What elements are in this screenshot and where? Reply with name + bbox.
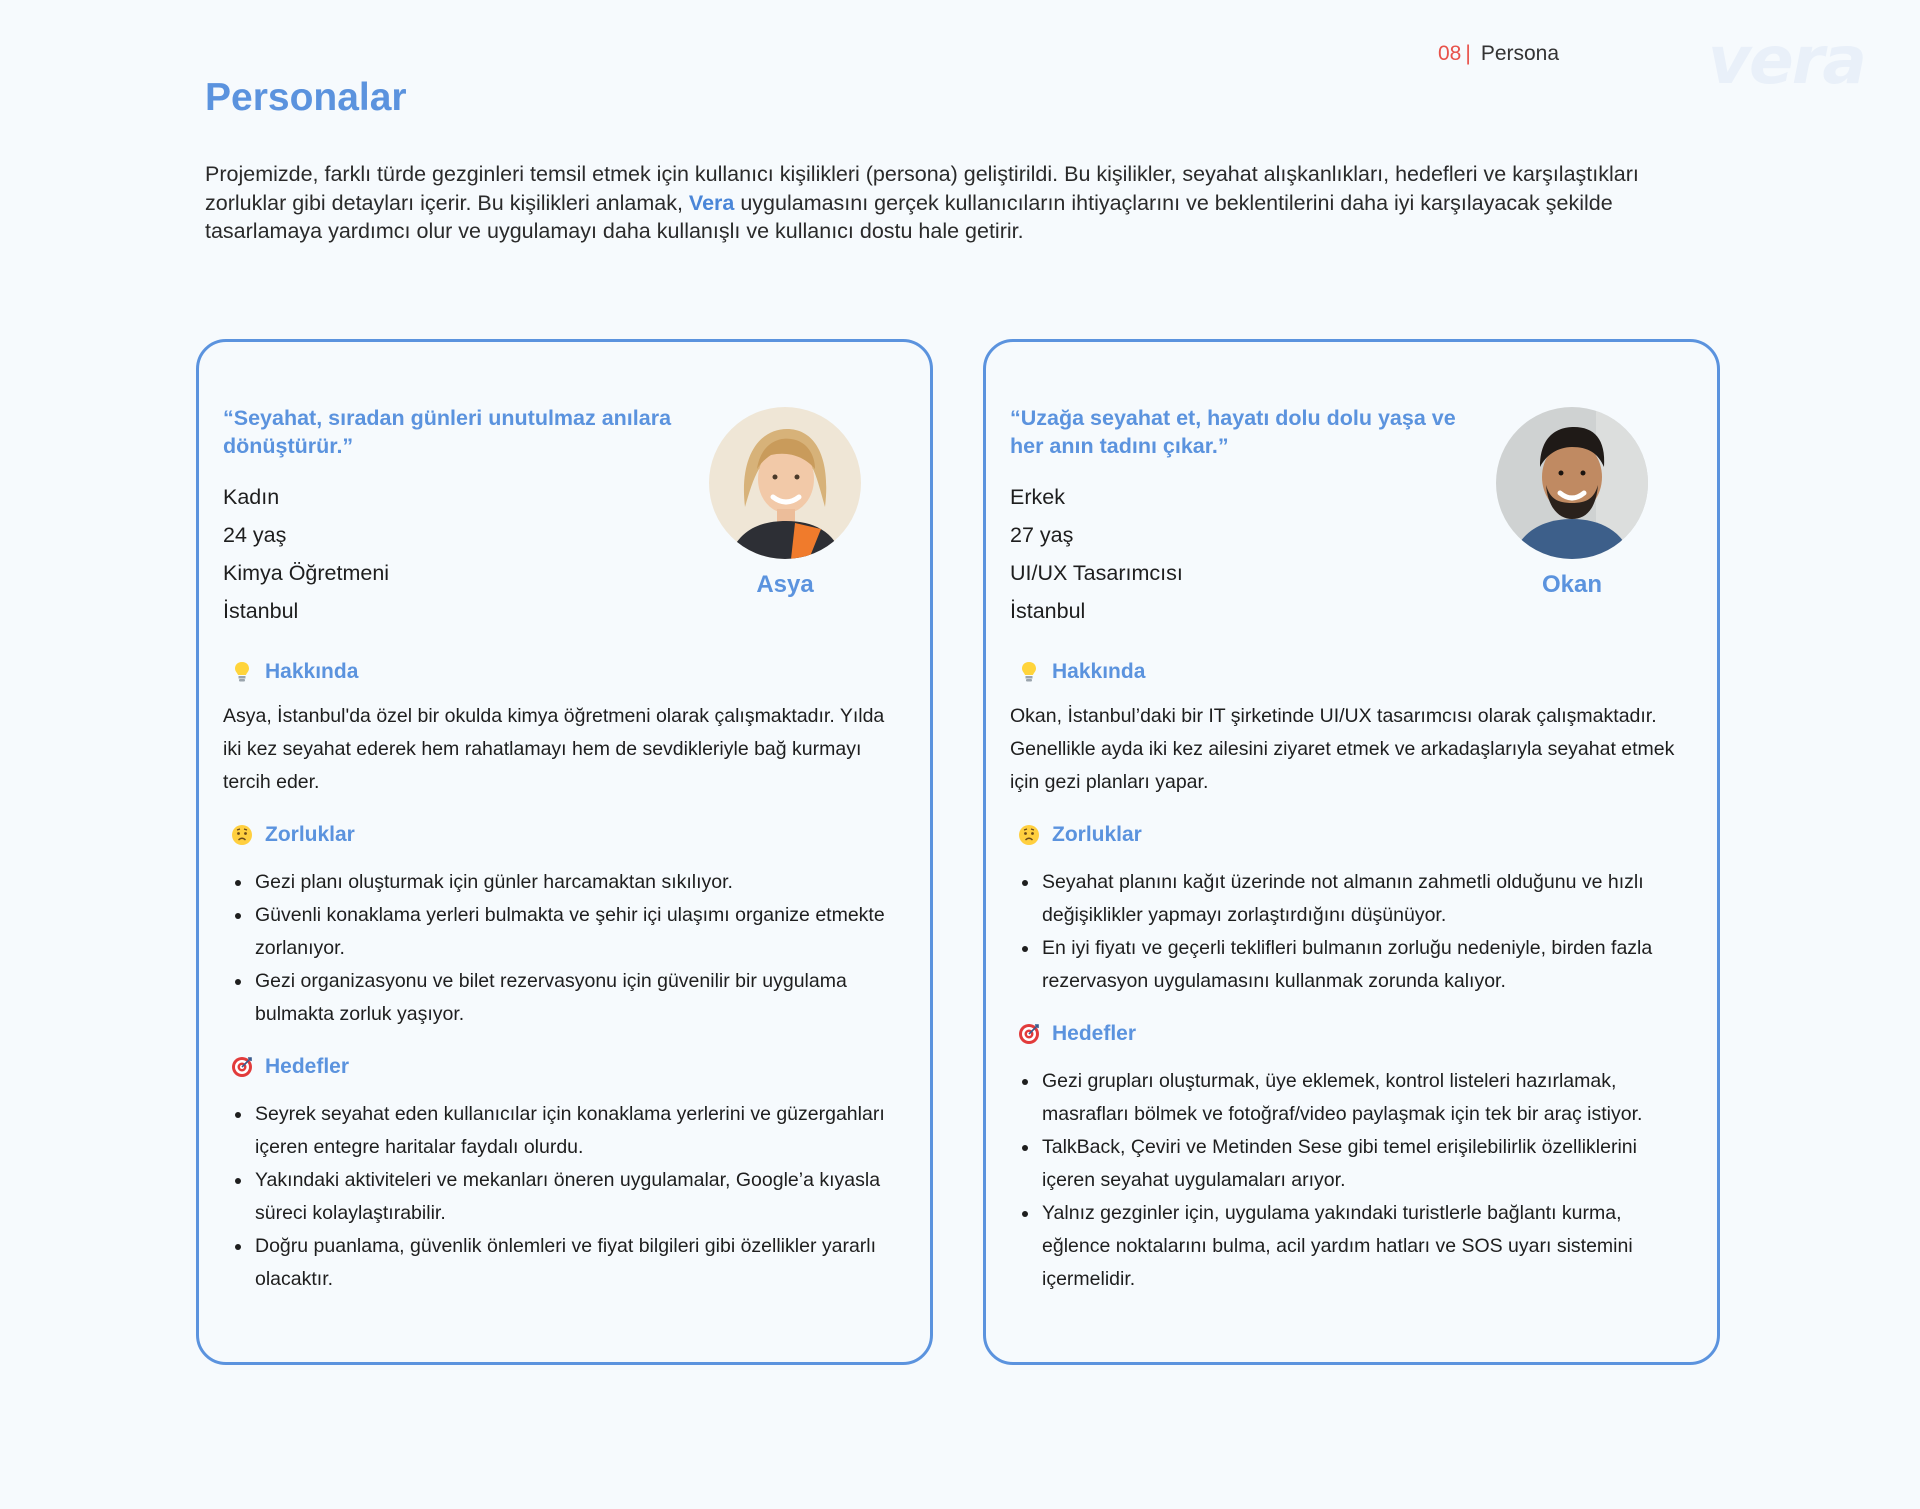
page-number: 08 — [1438, 42, 1462, 65]
goal-item: • TalkBack, Çeviri ve Metinden Sese gibi temel erişilebilirlik özelliklerini içeren seyahat uygulamaları arıyor. — [1040, 1131, 1690, 1197]
target-icon — [231, 1056, 253, 1078]
about-text: Okan, İstanbul’daki bir IT şirketinde UI/UX tasarımcısı olarak çalışmaktadır. Genellikle ayda iki kez ailesini ziyaret etmek ve arkadaşlarıyla seyahat etmek için gezi planları yapar. — [1010, 705, 1675, 793]
goals-title: Hedefler — [265, 1055, 350, 1078]
goals-list — [1016, 1065, 1690, 1296]
persona-card-okan — [983, 339, 1720, 1365]
goal-item: • Yalnız gezginler için, uygulama yakındaki turistlerle bağlantı kurma, eğlence noktalarını bulma, acil yardım hatları ve SOS uyarı sistemini içermelidir. — [1040, 1197, 1690, 1296]
about-heading — [1018, 660, 1145, 684]
persona-city: İstanbul — [1010, 599, 1086, 623]
about-title: Hakkında — [265, 660, 359, 683]
intro-brand: Vera — [688, 190, 735, 215]
persona-name: Okan — [1541, 571, 1603, 598]
persona-gender: Kadın — [223, 485, 280, 509]
persona-card-asya — [196, 339, 933, 1365]
goals-title: Hedefler — [1052, 1022, 1137, 1045]
goals-heading — [231, 1055, 349, 1079]
persona-quote: “Uzağa seyahat et, hayatı dolu dolu yaşa ve her anın tadını çıkar.” — [1010, 406, 1456, 458]
section-name: Persona — [1480, 42, 1560, 65]
about-text: Asya, İstanbul'da özel bir okulda kimya öğretmeni olarak çalışmaktadır. Yılda iki kez seyahat ederek hem rahatlamayı hem de sevdikleriyle bağ kurmayı tercih eder. — [223, 705, 885, 793]
page-separator: | — [1465, 42, 1471, 65]
worried-face-icon — [231, 824, 253, 846]
goal-item: • Doğru puanlama, güvenlik önlemleri ve fiyat bilgileri gibi özellikler yararlı olacaktır. — [253, 1230, 903, 1296]
challenge-item: • Seyahat planını kağıt üzerinde not almanın zahmetli olduğunu ve hızlı değişiklikler yapmayı zorlaştırdığını düşünüyor. — [1040, 866, 1690, 932]
about-heading — [231, 660, 358, 684]
page-indicator — [1438, 42, 1559, 66]
challenge-item: • Gezi planı oluşturmak için günler harcamaktan sıkılıyor. — [253, 866, 903, 899]
challenges-list — [229, 866, 903, 1031]
lightbulb-icon — [231, 661, 253, 683]
vera-logo: vera — [1708, 22, 1865, 99]
avatar-asya — [709, 407, 861, 559]
persona-facts — [1010, 478, 1183, 630]
goals-heading — [1018, 1022, 1136, 1046]
intro-text-before: Projemizde, farklı türde gezginleri temsil etmek için kullanıcı kişilikleri (persona) geliştirildi. Bu kişilikler, seyahat alışkanlıkları, hedefleri ve karşılaştıkları zorluklar gibi detayları içerir. Bu kişilikleri anlamak, — [205, 162, 1639, 215]
persona-job: Kimya Öğretmeni — [223, 561, 390, 585]
about-title: Hakkında — [1052, 660, 1146, 683]
intro-text-after: uygulamasını gerçek kullanıcıların ihtiyaçlarını ve beklentilerini daha iyi karşılayacak şekilde tasarlamaya yardımcı olur ve uygulamayı daha kullanışlı ve kullanıcı dostu hale getirir. — [205, 190, 1613, 243]
persona-job: UI/UX Tasarımcısı — [1010, 561, 1183, 585]
goal-item: • Gezi grupları oluşturmak, üye eklemek, kontrol listeleri hazırlamak, masrafları bölmek ve fotoğraf/video paylaşmak için tek bir araç istiyor. — [1040, 1065, 1690, 1131]
intro-paragraph — [205, 160, 1715, 246]
lightbulb-icon — [1018, 661, 1040, 683]
avatar-okan — [1496, 407, 1648, 559]
persona-age: 27 yaş — [1010, 523, 1074, 547]
challenges-list — [1016, 866, 1690, 998]
worried-face-icon — [1018, 824, 1040, 846]
target-icon — [1018, 1023, 1040, 1045]
challenge-item: • En iyi fiyatı ve geçerli teklifleri bulmanın zorluğu nedeniyle, birden fazla rezervasyon uygulamasını kullanmak zorunda kalıyor. — [1040, 932, 1690, 998]
goals-list — [229, 1098, 903, 1296]
challenge-item: • Güvenli konaklama yerleri bulmakta ve şehir içi ulaşımı organize etmekte zorlanıyor. — [253, 899, 903, 965]
persona-quote: “Seyahat, sıradan günleri unutulmaz anılara dönüştürür.” — [223, 406, 672, 458]
persona-age: 24 yaş — [223, 523, 287, 547]
persona-name: Asya — [756, 571, 814, 598]
challenge-item: • Gezi organizasyonu ve bilet rezervasyonu için güvenilir bir uygulama bulmakta zorluk yaşıyor. — [253, 965, 903, 1031]
goal-item: • Yakındaki aktiviteleri ve mekanları öneren uygulamalar, Google’a kıyasla süreci kolaylaştırabilir. — [253, 1164, 903, 1230]
persona-gender: Erkek — [1010, 485, 1065, 509]
challenges-title: Zorluklar — [1052, 823, 1142, 846]
goal-item: • Seyrek seyahat eden kullanıcılar için konaklama yerlerini ve güzergahları içeren entegre haritalar faydalı olurdu. — [253, 1098, 903, 1164]
persona-facts — [223, 478, 389, 630]
persona-city: İstanbul — [223, 599, 299, 623]
challenges-heading — [1018, 823, 1142, 847]
page-title: Personalar — [205, 76, 407, 119]
challenges-heading — [231, 823, 355, 847]
challenges-title: Zorluklar — [265, 823, 355, 846]
